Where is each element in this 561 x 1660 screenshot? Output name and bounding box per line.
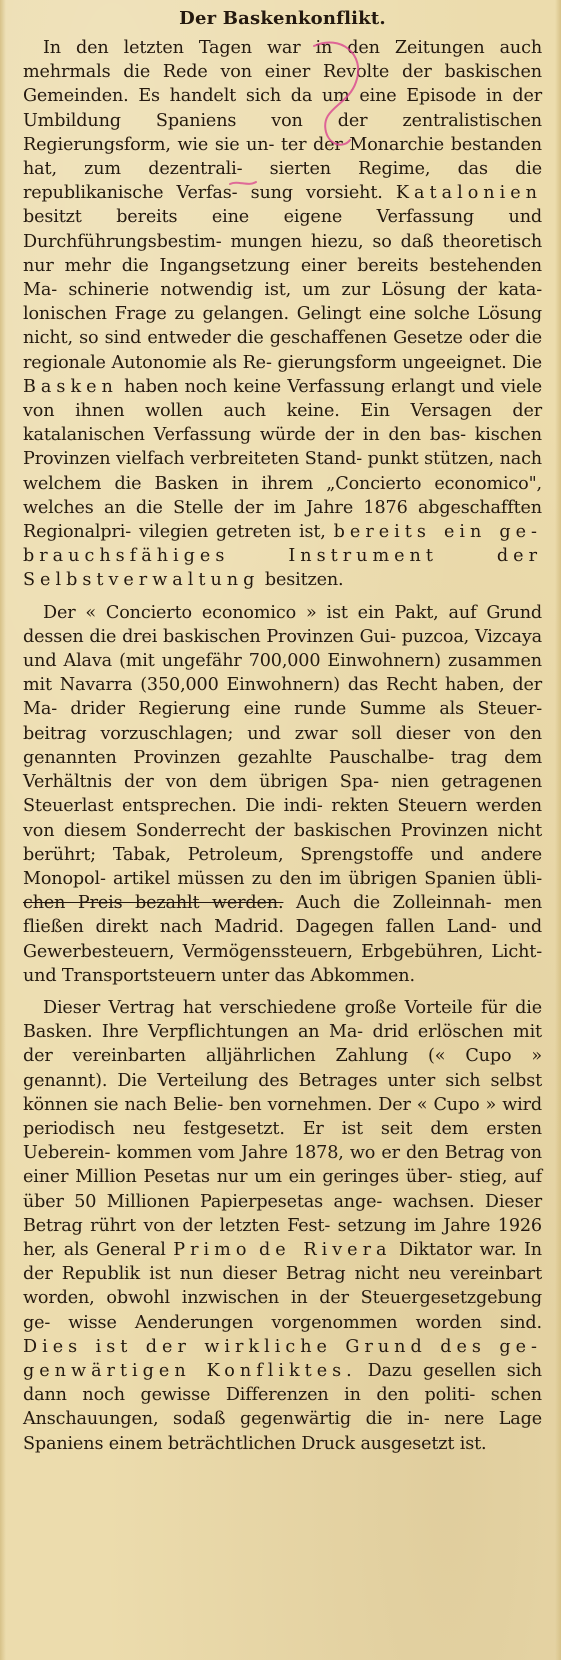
- text-line: nere Lage Spaniens einem beträchtlichen Druck: [23, 1409, 543, 1454]
- emphasis-basken: Basken: [23, 376, 118, 397]
- emphasis-de-rivera: de Rivera: [258, 1239, 392, 1260]
- text-line: ter der Monarchie bestanden hat, zum dezentrali-: [23, 134, 542, 180]
- text-line: schinerie notwendig ist, um zur Lösung der kata-: [68, 280, 542, 301]
- text-line: wachsen. Dieser Betrag rührt von der letzten Fest-: [23, 1191, 542, 1236]
- text-line: drider Regierung eine runde Summe als Steuer-: [70, 699, 542, 720]
- text-line: (350,000 Einwohnern) das Recht haben, der Ma-: [23, 675, 543, 720]
- text-line: setzung im Jahre 1926 her, als General: [23, 1215, 542, 1260]
- emphasis-grund: Dies ist der wirkliche Grund des ge-: [23, 1336, 542, 1357]
- emphasis-instrument: Selbstverwaltung: [23, 570, 260, 591]
- text-line: Dazu gesellen: [356, 1360, 496, 1381]
- paragraph-2: [23, 601, 542, 988]
- text-line: kischen Provinzen vielfach verbreiteten Stand-: [23, 425, 542, 470]
- text-line: der baskischen Provinzen nicht berührt; Tabak,: [23, 820, 542, 865]
- text-line: vilegien getreten ist,: [138, 522, 334, 543]
- text-line: Ingangsetzung einer bereits bestehenden Ma-: [23, 255, 542, 301]
- emphasis-primo: Primo: [173, 1239, 252, 1260]
- text-line: Grund dessen die drei baskischen Provinzen Gui-: [23, 602, 542, 647]
- text-line: nien getragenen Steuerlast entsprechen. Die indi-: [23, 772, 543, 817]
- text-line: drid erlöschen mit der vereinbarten alljährlichen: [23, 1022, 542, 1067]
- emphasis-instrument: brauchsfähiges Instrument der: [23, 546, 542, 567]
- text-line: rekten Steuern werden von diesem Sonderrecht: [23, 796, 542, 841]
- emphasis-katalonien: Katalonien: [395, 183, 542, 204]
- text-line: Gesetze oder die regionale Autonomie als Re-: [23, 328, 542, 373]
- text-line: eine eigene Verfassung und Durchführungsbestim-: [23, 207, 543, 252]
- text-line: nun dieser Betrag nicht neu vereinbart worden,: [23, 1264, 542, 1309]
- text-line: Betrages unter sich selbst können sie nach Belie-: [23, 1070, 543, 1115]
- text-line: noch keine Verfassung erlangt und viele von: [23, 376, 542, 422]
- text-line: Erbgebühren, Licht- und Transportsteuern unter: [23, 941, 542, 986]
- text-line: schen Anschauungen, sodaß gegenwärtig die in-: [23, 1385, 542, 1430]
- text-line: In den letzten Tagen war in den Zeitungen: [43, 38, 485, 58]
- text-line: auch mehrmals die Rede von einer Revolte der: [23, 38, 542, 83]
- text-line: ben vornehmen. Der « Cupo » wird periodisch: [23, 1094, 542, 1139]
- text-line: Dieser Vertrag hat verschiedene große Vorteile: [43, 997, 473, 1018]
- text-line: für die Basken. Ihre Verpflichtungen an Ma-: [23, 997, 542, 1043]
- struck-through-text: chen Preis bezahlt werden.: [23, 893, 284, 914]
- text-line: Diktator war. In der Republik ist: [23, 1239, 542, 1285]
- text-line: Land- und Gewerbesteuern, Vermögenssteuern,: [23, 917, 543, 962]
- text-line: einer Million Pesetas nur um ein geringes über-: [23, 1167, 453, 1188]
- text-line: neu festgesetzt. Er ist seit dem ersten Ueberein-: [23, 1118, 542, 1164]
- text-line: der im Jahre 1876 abgeschafften Regionalpri-: [23, 497, 542, 543]
- text-line: Der « Concierto economico » ist ein Pakt, auf: [43, 602, 477, 623]
- text-line: baskischen Gemeinden. Es handelt sich da um: [23, 62, 542, 107]
- emphasis-konfliktes: genwärtigen Konfliktes.: [23, 1360, 357, 1381]
- text-line: stieg, auf über 50 Millionen Papierpesetas ange-: [23, 1167, 542, 1212]
- text-line: „Concierto economico", welches an die Stelle: [23, 473, 542, 518]
- text-line: besitzen.: [259, 570, 344, 591]
- text-line: ihnen wollen auch keine. Ein Versagen der: [75, 401, 542, 422]
- text-line: men fließen direkt nach Madrid. Dagegen fallen: [23, 893, 543, 938]
- text-line: sierten Regime, das die republikanische Verfas-: [23, 159, 542, 204]
- text-line: wisse Aenderungen vorgenommen worden sind.: [68, 1312, 542, 1333]
- paragraph-3: [23, 996, 542, 1456]
- text-line: das Abkommen.: [274, 965, 415, 986]
- text-line: lonischen Frage zu gelangen. Gelingt eine solche: [23, 304, 470, 325]
- article-title: Der Baskenkonflikt.: [179, 8, 386, 29]
- paper-edge-left: [0, 0, 6, 1660]
- text-line: sich dann noch gewisse Differenzen in den politi-: [23, 1360, 542, 1406]
- text-line: ausgesetzt ist.: [360, 1433, 487, 1454]
- paragraph-1: [23, 36, 542, 593]
- text-line: katalanischen Verfassung würde der in den bas-: [23, 425, 466, 446]
- text-line: Petroleum, Sprengstoffe und andere Monopol-: [23, 844, 542, 889]
- text-line: sung vorsieht.: [250, 183, 396, 204]
- text-line: Auch die Zolleinnah-: [283, 893, 492, 914]
- paper-edge-right: [555, 0, 561, 1660]
- text-line: besitzt bereits: [23, 207, 178, 228]
- text-line: trag dem Verhältnis der von dem übrigen Spa-: [23, 747, 542, 793]
- text-line: kommen vom Jahre 1878, wo er den Betrag von: [116, 1143, 542, 1164]
- text-line: der zentralistischen Regierungsform, wie sie un-: [23, 110, 542, 155]
- text-line: 700,000 Einwohnern) zusammen mit Navarra: [23, 651, 542, 696]
- emphasis-instrument: bereits ein ge-: [333, 522, 542, 543]
- text-line: Lösung nicht, so sind entweder die geschaffenen: [23, 304, 542, 349]
- text-line: beitrag vorzuschlagen; und zwar soll dieser von: [23, 723, 496, 744]
- text-line: gierungsform ungeeignet. Die: [277, 352, 542, 373]
- text-line: eine Episode in der Umbildung Spaniens von: [23, 86, 542, 131]
- text-line: mungen hiezu, so daß theoretisch nur mehr die: [23, 231, 542, 276]
- text-line: punkt stützen, nach welchem die Basken in ihrem: [23, 449, 542, 494]
- text-line: den genannten Provinzen gezahlte Pauschalbe-: [23, 723, 542, 768]
- text-line: puzcoa, Vizcaya und Alava (mit ungefähr: [23, 626, 542, 672]
- text-line: haben: [117, 376, 179, 397]
- text-line: artikel müssen zu den im übrigen Spanien übli-: [113, 868, 542, 889]
- text-line: obwohl inzwischen in der Steuergesetzgebung ge-: [23, 1288, 542, 1333]
- text-line: Zahlung (« Cupo » genannt). Die Verteilung des: [23, 1046, 542, 1091]
